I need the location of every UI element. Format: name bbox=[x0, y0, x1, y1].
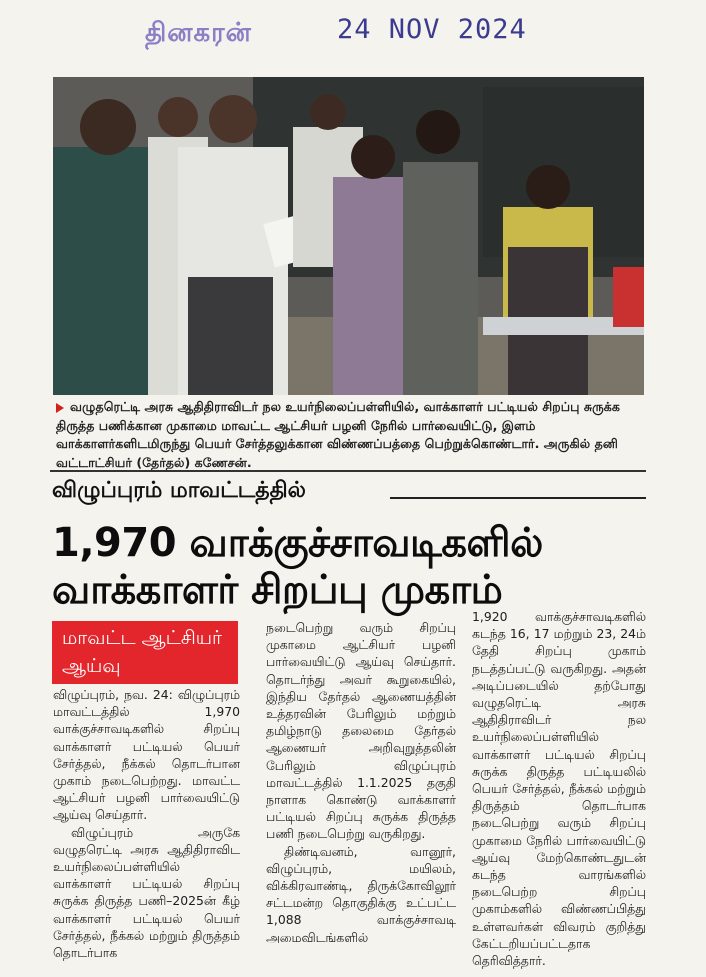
paragraph: நடைபெற்று வரும் சிறப்பு முகாமை ஆட்சியர் பழனி பார்வையிட்டு ஆய்வு செய்தார். தொடர்ந்து அவர் கூறுகையில், இந்திய தேர்தல் ஆணையத்தின் உத்தரவின் பேரிலும் மற்றும் தமிழ்நாடு தலைமை தேர்தல் ஆணையர் அறிவுறுத்தலின் பேரிலும் விழுப்புரம் மாவட்டத்தில் 1.1.2025 தகுதி நாளாக கொண்டு வாக்காளர் பட்டியல் சிறப்பு சுருக்க திருத்த பணி நடைபெற்று வருகிறது. bbox=[266, 620, 456, 842]
paragraph: 1,920 வாக்குச்சாவடிகளில் கடந்த 16, 17 மற்றும் 23, 24ம் தேதி சிறப்பு முகாம் நடத்தப்பட்டு வருகிறது. அதன் அடிப்படையில் தற்போது வழுதரெட்டி அரசு ஆதிதிராவிடர் நல உயர்நிலைப்பள்ளியில் வாக்காளர் பட்டியல் சிறப்பு சுருக்க திருத்த பட்டியலில் பெயர் சேர்த்தல், நீக்கல் மற்றும் திருத்தம் தொடர்பாக நடைபெற்று வரும் சிறப்பு முகாமை நேரில் பார்வையிட்டு ஆய்வு மேற்கொண்டதுடன் கடந்த வாரங்களில் நடைபெற்ற சிறப்பு முகாம்களில் விண்ணப்பித்து உள்ளவர்கள் விவரம் குறித்து கேட்டறியப்பட்டதாக தெரிவித்தார். bbox=[472, 609, 646, 969]
article-column-1 bbox=[53, 686, 240, 961]
headline-line-2: வாக்காளர் சிறப்பு முகாம் bbox=[52, 567, 503, 613]
photo-illustration bbox=[53, 77, 644, 395]
masthead-logo: தினகரன் bbox=[145, 18, 252, 48]
divider bbox=[50, 470, 646, 472]
kicker-title: விழுப்புரம் மாவட்டத்தில் bbox=[52, 478, 306, 503]
kicker-rule bbox=[390, 497, 646, 499]
article-column-3 bbox=[472, 608, 646, 969]
caption-arrow-icon bbox=[56, 403, 64, 413]
paragraph: விழுப்புரம் அருகே வழுதரெட்டி அரசு ஆதிதிராவிட உயர்நிலைப்பள்ளியில் வாக்காளர் பட்டியல் சிறப்பு சுருக்க திருத்த பணி–2025ன் கீழ் வாக்காளர் பட்டியல் பெயர் சேர்த்தல், நீக்கல் மற்றும் திருத்தம் தொடர்பாக bbox=[53, 824, 240, 961]
paragraph: திண்டிவனம், வானூர், விழுப்புரம், மயிலம், விக்கிரவாண்டி, திருக்கோவிலூர் சட்டமன்ற தொகுதிக்கு உட்பட்ட 1,088 வாக்குச்சாவடி அமைவிடங்களில் bbox=[266, 843, 456, 945]
caption-text: வழுதரெட்டி அரசு ஆதிதிராவிடர் நல உயர்நிலைப்பள்ளியில், வாக்காளர் பட்டியல் சிறப்பு சுருக்க திருத்த பணிக்கான முகாமை மாவட்ட ஆட்சியர் பழனி நேரில் பார்வையிட்டு, இளம் வாக்காளர்களிடமிருந்து பெயர் சேர்த்தலுக்கான விண்ணப்பத்தை பெற்றுக்கொண்டார். அருகில் தனி வட்டாட்சியர் (தேர்தல்) கணேசன். bbox=[56, 399, 620, 470]
article-column-2 bbox=[266, 619, 456, 946]
photo-caption bbox=[56, 398, 646, 472]
paragraph: விழுப்புரம், நவ. 24: விழுப்புரம் மாவட்டத்தில் 1,970 வாக்குச்சாவடிகளில் சிறப்பு வாக்காளர் பட்டியல் பெயர் சேர்த்தல், நீக்கல் தொடர்பான முகாம் நடைபெற்றது. மாவட்ட ஆட்சியர் பழனி பார்வையிட்டு ஆய்வு செய்தார். bbox=[53, 687, 240, 823]
news-photo bbox=[53, 77, 644, 395]
section-badge: மாவட்ட ஆட்சியர் ஆய்வு bbox=[52, 621, 238, 684]
headline-line-1: 1,970 வாக்குச்சாவடிகளில் bbox=[52, 520, 543, 566]
date-stamp: 24 NOV 2024 bbox=[337, 14, 527, 45]
